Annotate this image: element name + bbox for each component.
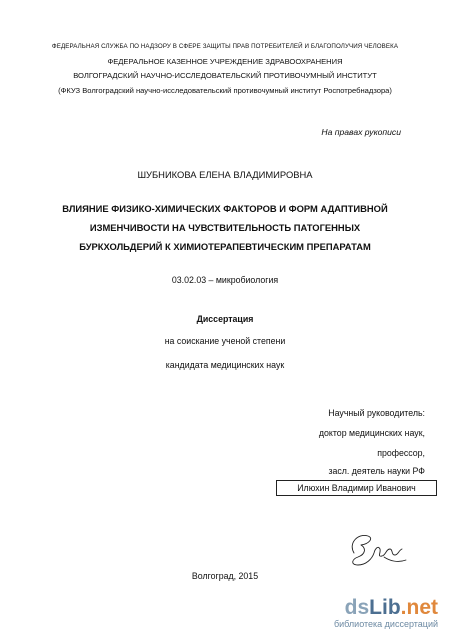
dslib-watermark[interactable] <box>334 597 438 629</box>
supervisor-title: профессор, <box>377 448 425 458</box>
org-line-1: ФЕДЕРАЛЬНАЯ СЛУЖБА ПО НАДЗОРУ В СФЕРЕ ЗАЩИТЫ ПРАВ ПОТРЕБИТЕЛЕЙ И БЛАГОПОЛУЧИЯ ЧЕЛОВЕКА <box>51 43 399 50</box>
rights-note: На правах рукописи <box>321 127 401 137</box>
org-line-2: ФЕДЕРАЛЬНОЕ КАЗЕННОЕ УЧРЕЖДЕНИЕ ЗДРАВООХРАНЕНИЯ <box>107 57 343 66</box>
supervisor-honor: засл. деятель науки РФ <box>328 466 425 476</box>
degree-line-1: на соискание ученой степени <box>164 336 286 346</box>
title-line-2: ИЗМЕНЧИВОСТИ НА ЧУВСТВИТЕЛЬНОСТЬ ПАТОГЕННЫХ <box>89 222 361 233</box>
dslib-tagline: библиотека диссертаций <box>333 619 438 629</box>
supervisor-degree: доктор медицинских наук, <box>318 428 425 438</box>
signature-icon <box>344 527 410 571</box>
title-line-1: ВЛИЯНИЕ ФИЗИКО-ХИМИЧЕСКИХ ФАКТОРОВ И ФОРМ АДАПТИВНОЙ <box>62 203 388 214</box>
degree-line-2: кандидата медицинских наук <box>165 360 285 370</box>
supervisor-name: Илюхин Владимир Иванович <box>276 480 437 496</box>
dslib-logo: dsLib.net <box>344 596 438 619</box>
city-year: Волгоград, 2015 <box>191 571 259 581</box>
org-line-3: ВОЛГОГРАДСКИЙ НАУЧНО-ИССЛЕДОВАТЕЛЬСКИЙ ПРОТИВОЧУМНЫЙ ИНСТИТУТ <box>73 71 377 80</box>
author-name: ШУБНИКОВА ЕЛЕНА ВЛАДИМИРОВНА <box>137 169 313 180</box>
title-line-3: БУРКХОЛЬДЕРИЙ К ХИМИОТЕРАПЕВТИЧЕСКИМ ПРЕПАРАТАМ <box>79 241 371 252</box>
document-type: Диссертация <box>196 314 254 324</box>
org-line-4: (ФКУЗ Волгоградский научно-исследовательский противочумный институт Роспотребнадзора) <box>58 86 392 95</box>
supervisor-label: Научный руководитель: <box>328 408 425 418</box>
specialty-code: 03.02.03 – микробиология <box>171 275 279 285</box>
